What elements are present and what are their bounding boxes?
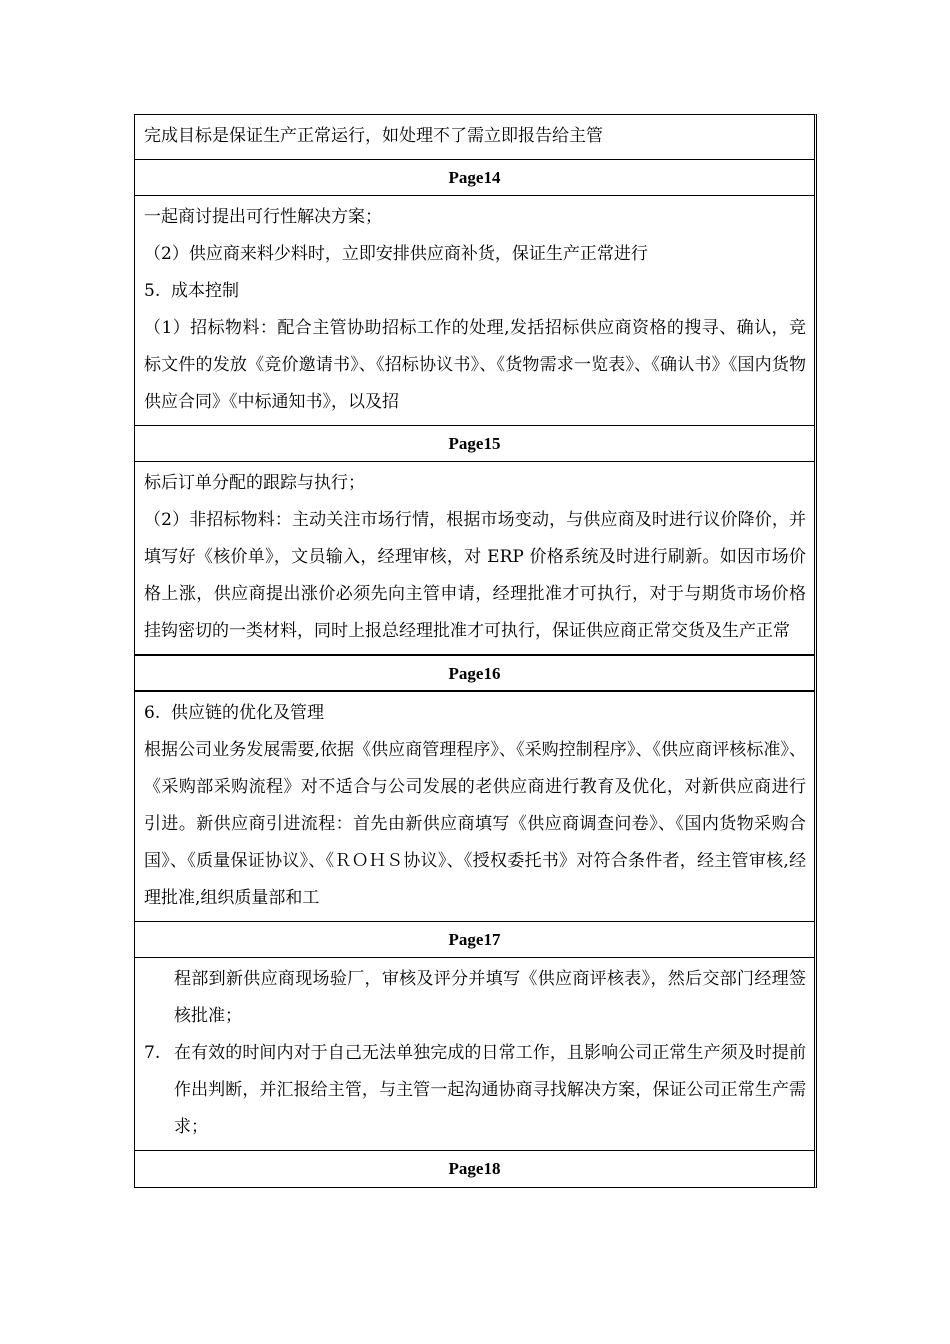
content-cell xyxy=(135,958,814,1151)
content-cell xyxy=(135,462,814,656)
document-table xyxy=(134,114,817,1188)
page-marker-17: Page17 xyxy=(135,922,814,958)
paragraph: 程部到新供应商现场验厂，审核及评分并填写《供应商评核表》，然后交部门经理签核批准； xyxy=(174,969,806,1026)
content-cell xyxy=(135,196,814,426)
section-heading: 5. 成本控制 xyxy=(144,281,240,301)
content-cell xyxy=(135,692,814,922)
paragraph: 一起商讨提出可行性解决方案； xyxy=(144,207,382,227)
paragraph: （1）招标物料：配合主管协助招标工作的处理,发括招标供应商资格的搜寻、确认，竞标文件的发放《竞价邀请书》、《招标协议书》、《货物需求一览表》、《确认书》《国内货物供应合同》《中标通知书》，以及招 xyxy=(144,318,806,412)
list-text: 在有效的时间内对于自己无法单独完成的日常工作，且影响公司正常生产须及时提前作出判断，并汇报给主管，与主管一起沟通协商寻找解决方案，保证公司正常生产需求； xyxy=(174,1043,806,1137)
page-marker-16: Page16 xyxy=(135,656,814,692)
paragraph: 完成目标是保证生产正常运行，如处理不了需立即报告给主管 xyxy=(144,126,603,146)
list-number: 7. xyxy=(144,1043,161,1063)
paragraph: 根据公司业务发展需要,依据《供应商管理程序》、《采购控制程序》、《供应商评核标准》、《采购部采购流程》对不适合与公司发展的老供应商进行教育及优化，对新供应商进行引进。新供应商引进流程：首先由新供应商填写《供应商调查问卷》、《国内货物采购合国》、《质量保证协议》、《ＲＯＨＳ协议》、《授权委托书》对符合条件者，经主管审核,经理批准,组织质量部和工 xyxy=(144,740,806,908)
page-marker-14: Page14 xyxy=(135,160,814,196)
list-item xyxy=(144,1035,806,1146)
section-heading: 6. 供应链的优化及管理 xyxy=(144,703,325,723)
content-cell xyxy=(135,115,814,160)
page-marker-15: Page15 xyxy=(135,426,814,462)
paragraph: 标后订单分配的跟踪与执行； xyxy=(144,473,365,493)
page-marker-18: Page18 xyxy=(448,1159,501,1178)
paragraph: （2）供应商来料少料时，立即安排供应商补货，保证生产正常进行 xyxy=(144,244,648,264)
paragraph: （2）非招标物料：主动关注市场行情，根据市场变动，与供应商及时进行议价降价，并填写好《核价单》，文员输入，经理审核，对 ERP 价格系统及时进行刷新。如因市场价格上涨，供应商提出涨价必须先向主管申请，经理批准才可执行，对于与期货市场价格挂钩密切的一类材料，同时上报总经理批准才可执行，保证供应商正常交货及生产正常 xyxy=(144,510,806,641)
